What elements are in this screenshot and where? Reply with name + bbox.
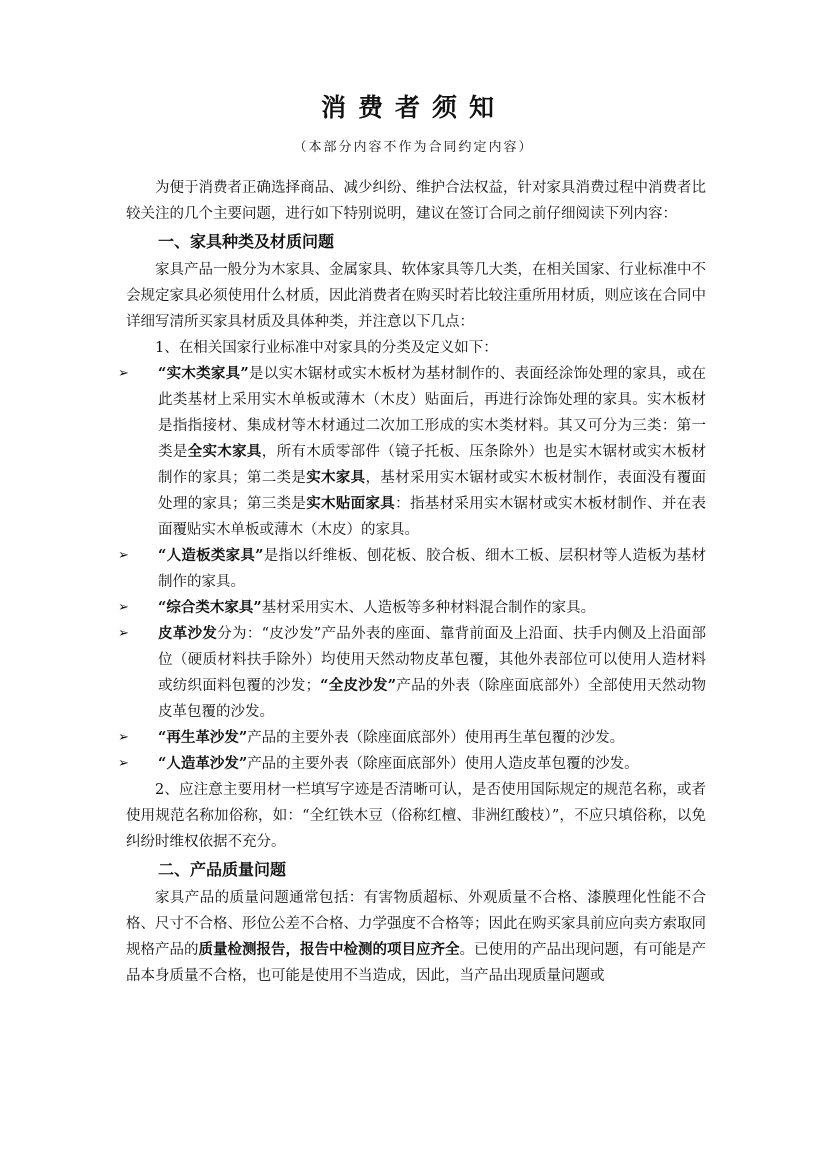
bullet-arrow-icon: ➢ [118, 600, 129, 615]
term: “人造板类家具” [158, 547, 264, 564]
bullet-arrow-icon: ➢ [118, 626, 129, 641]
section2-heading: 二、产品质量问题 [158, 860, 287, 879]
list-item-recycled-leather-sofa [118, 725, 706, 751]
term: 实木家具 [306, 469, 366, 486]
section1-heading: 一、家具种类及材质问题 [158, 232, 335, 251]
term: 皮革沙发 [158, 625, 218, 642]
section1-point1: 1、在相关国家行业标准中对家具的分类及定义如下： [155, 340, 498, 356]
document-body [118, 175, 707, 989]
list-item-solid-wood [118, 361, 707, 543]
term: “人造革沙发” [158, 755, 248, 772]
definition: ：指基材采用实木锯材或实木板材制作、并在表面覆贴实木单板或薄木（木皮）的家具。 [158, 496, 707, 538]
intro-paragraph: 为便于消费者正确选择商品、减少纠纷、维护合法权益，针对家具消费过程中消费者比较关注的几个主要问题，进行如下特别说明，建议在签订合同之前仔细阅读下列内容： [126, 180, 706, 222]
page-subtitle: （本部分内容不作为合同约定内容） [293, 140, 534, 155]
definition: 是以实木锯材或实木板材为基材制作的、表面经涂饰处理的家具，或在此类基材上采用实木单板或薄木（木皮）贴面后，再进行涂饰处理的家具。实木板材是指指接材、集成材等木材通过二次加工形成的实木类材料。其又可分为三类：第一类是 [158, 366, 707, 460]
definition: ，所有木质零部件（镜子托板、压条除外）也是实木锯材或实木板材制作的家具；第二类是 [158, 444, 707, 486]
section1-paragraph: 家具产品一般分为木家具、金属家具、软体家具等几大类，在相关国家、行业标准中不会规定家具必须使用什么材质，因此消费者在购买时若比较注重所用材质，则应该在合同中详细写清所买家具材质及具体种类，并注意以下几点： [126, 262, 706, 330]
section2-emphasis: 质量检测报告，报告中检测的项目应齐全 [198, 941, 460, 958]
definition: 产品的主要外表（除座面底部外）使用人造皮革包覆的沙发。 [247, 756, 639, 772]
term: 全实木家具 [187, 443, 262, 460]
page-title: 消费者须知 [320, 93, 506, 122]
bullet-arrow-icon: ➢ [118, 756, 129, 771]
section2-paragraph [126, 885, 706, 989]
definition: ，基材采用实木锯材或实木板材制作，表面没有覆面处理的家具；第三类是 [158, 470, 707, 512]
definition: 是指以纤维板、刨花板、胶合板、细木工板、层积材等人造板为基材制作的家具。 [158, 548, 707, 590]
list-item-artificial-leather-sofa [118, 751, 706, 777]
definition: 分为：“皮沙发”产品外表的座面、靠背前面及上沿面、扶手内侧及上沿面部位（硬质材料扶手除外）均使用天然动物皮革包覆，其他外表部位可以使用人造材料或纺织面料包覆的沙发； [158, 626, 707, 694]
section2-text: 。已使用的产品出现问题，有可能是产品本身质量不合格，也可能是使用不当造成，因此，当产品出现质量问题或 [126, 942, 706, 984]
term: “再生革沙发” [158, 729, 248, 746]
term: 实木贴面家具 [306, 495, 396, 512]
definition: 产品的外表（除座面底部外）全部使用天然动物皮革包覆的沙发。 [158, 678, 707, 720]
term: “综合类木家具” [158, 599, 262, 616]
bullet-arrow-icon: ➢ [118, 366, 129, 381]
list-item-composite-wood [118, 595, 706, 621]
definition: 基材采用实木、人造板等多种材料混合制作的家具。 [261, 600, 596, 616]
list-item-panel-furniture [118, 543, 707, 595]
bullet-arrow-icon: ➢ [118, 730, 129, 745]
section1-point2: 2、应注意主要用材一栏填写字迹是否清晰可认，是否使用国际规定的规范名称，或者使用规范名称加俗称，如：“全红铁木豆（俗称红檀、非洲红酸枝）”，不应只填俗称，以免纠纷时维权依据不充分。 [126, 782, 706, 850]
section2-text: 家具产品的质量问题通常包括：有害物质超标、外观质量不合格、漆膜理化性能不合格、尺寸不合格、形位公差不合格、力学强度不合格等；因此在购买家具前应向卖方索取同规格产品的 [126, 890, 706, 958]
term: “实木类家具” [158, 365, 249, 382]
definition: 产品的主要外表（除座面底部外）使用再生革包覆的沙发。 [247, 730, 625, 746]
bullet-arrow-icon: ➢ [118, 548, 129, 563]
term: “全皮沙发” [320, 677, 397, 694]
list-item-leather-sofa [118, 621, 707, 725]
